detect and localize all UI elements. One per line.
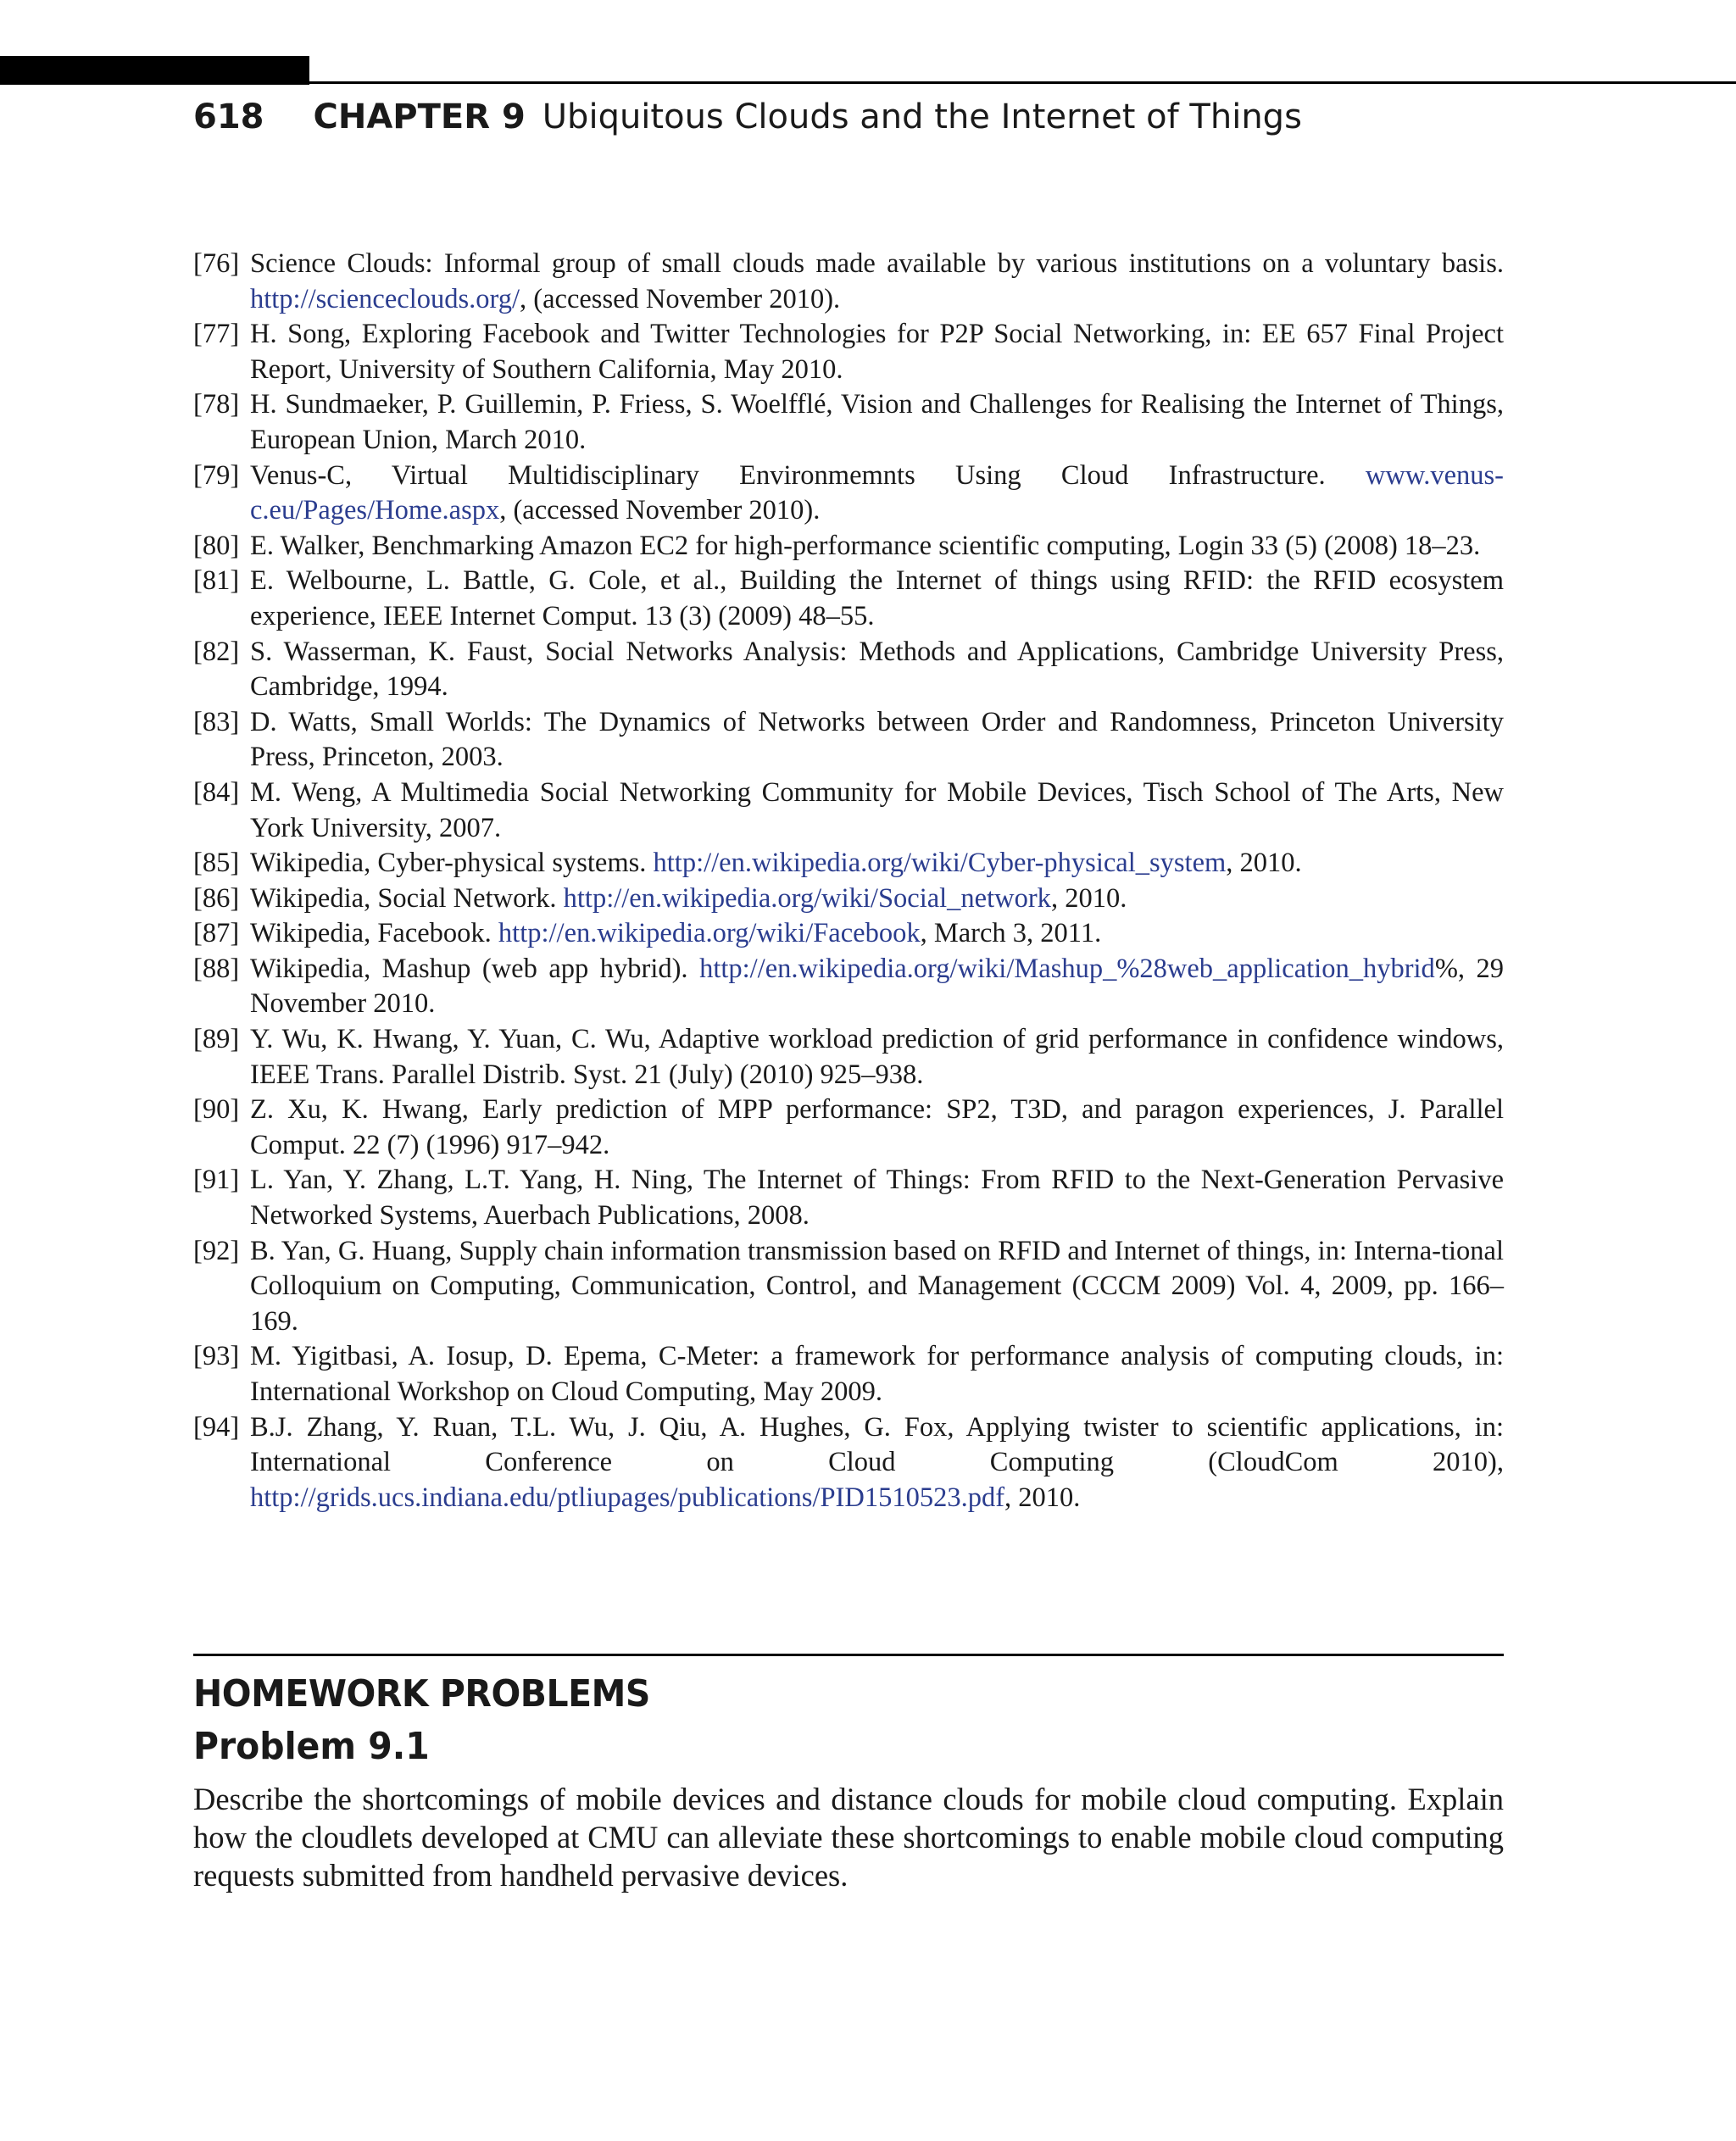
reference-item [193, 1022, 1504, 1093]
reference-number: [77] [193, 319, 240, 350]
reference-text: E. Welbourne, L. Battle, G. Cole, et al., Building the Internet of things using RFID: the RFID ecosystem experience, IEEE Internet Comput. 13 (3) (2009) 48–55. [250, 565, 1504, 631]
reference-item [193, 705, 1504, 776]
reference-number: [76] [193, 248, 240, 279]
chapter-title: Ubiquitous Clouds and the Internet of Things [542, 97, 1302, 136]
reference-link[interactable]: http://en.wikipedia.org/wiki/Cyber-physical_system [653, 848, 1227, 879]
reference-text: S. Wasserman, K. Faust, Social Networks Analysis: Methods and Applications, Cambridge University Press, Cambridge, 1994. [250, 636, 1504, 703]
reference-link[interactable]: www.venus-c.eu/Pages/Home.aspx [250, 459, 1504, 526]
reference-number: [83] [193, 706, 240, 737]
reference-text-tail: , 2010. [1050, 882, 1127, 914]
reference-number: [88] [193, 953, 240, 984]
reference-item [193, 1410, 1504, 1516]
reference-number: [90] [193, 1094, 240, 1126]
reference-item [193, 247, 1504, 317]
reference-item [193, 387, 1504, 458]
reference-item [193, 317, 1504, 387]
running-head [193, 93, 1302, 141]
reference-number: [89] [193, 1024, 240, 1055]
reference-number: [86] [193, 882, 240, 914]
reference-text: L. Yan, Y. Zhang, L.T. Yang, H. Ning, The Internet of Things: From RFID to the Next-Generation Pervasive Networked Systems, Auerbach Publications, 2008. [250, 1165, 1504, 1232]
chapter-label: CHAPTER 9 [313, 97, 526, 136]
reference-text-tail: , 2010. [1226, 848, 1302, 879]
reference-text: Venus-C, Virtual Multidisciplinary Environmemnts Using Cloud Infrastructure. [250, 459, 1366, 491]
reference-item [193, 776, 1504, 846]
reference-number: [87] [193, 918, 240, 949]
reference-number: [84] [193, 776, 240, 808]
reference-text: Wikipedia, Mashup (web app hybrid). [250, 953, 700, 984]
reference-text-tail: , (accessed November 2010). [520, 283, 841, 314]
reference-text: M. Weng, A Multimedia Social Networking Community for Mobile Devices, Tisch School of The Arts, New York University, 2007. [250, 776, 1504, 843]
reference-text: E. Walker, Benchmarking Amazon EC2 for high-performance scientific computing, Login 33 (5) (2008) 18–23. [250, 530, 1481, 561]
reference-number: [78] [193, 389, 240, 420]
reference-item [193, 564, 1504, 634]
reference-text-tail: , (accessed November 2010). [499, 495, 821, 526]
reference-item [193, 1234, 1504, 1340]
reference-text: D. Watts, Small Worlds: The Dynamics of Networks between Order and Randomness, Princeton University Press, Princeton, 2003. [250, 706, 1504, 773]
reference-text: Y. Wu, K. Hwang, Y. Yuan, C. Wu, Adaptive workload prediction of grid performance in confidence windows, IEEE Trans. Parallel Distrib. Syst. 21 (July) (2010) 925–938. [250, 1024, 1504, 1090]
reference-text: Wikipedia, Cyber-physical systems. [250, 848, 654, 879]
reference-item [193, 846, 1504, 881]
reference-number: [94] [193, 1411, 240, 1443]
problem-text: Describe the shortcomings of mobile devices and distance clouds for mobile cloud computing. Explain how the cloudlets developed at CMU can alleviate these shortcomings to enable mobile cloud computing requests submitted from handheld pervasive devices. [193, 1782, 1504, 1893]
reference-text: B. Yan, G. Huang, Supply chain information transmission based on RFID and Internet of things, in: Interna-tional Colloquium on Computing, Communication, Control, and Management (CCCM 2009) Vol. 4, 2009, pp. 166–169. [250, 1235, 1504, 1337]
reference-link[interactable]: http://en.wikipedia.org/wiki/Facebook [498, 918, 921, 949]
reference-list [193, 247, 1504, 1515]
reference-number: [82] [193, 636, 240, 667]
reference-item [193, 635, 1504, 705]
reference-text-tail: , 2010. [1004, 1482, 1081, 1513]
reference-item [193, 1093, 1504, 1163]
reference-number: [85] [193, 848, 240, 879]
reference-number: [81] [193, 565, 240, 597]
reference-text: Wikipedia, Social Network. [250, 882, 564, 914]
page-number: 618 [193, 97, 264, 136]
reference-item [193, 1339, 1504, 1410]
reference-item [193, 1163, 1504, 1233]
reference-number: [79] [193, 459, 240, 491]
reference-text-tail: %, 29 November 2010. [250, 953, 1504, 1020]
reference-number: [92] [193, 1235, 240, 1266]
reference-link[interactable]: http://grids.ucs.indiana.edu/ptliupages/publications/PID1510523.pdf [250, 1482, 1005, 1513]
reference-text: H. Sundmaeker, P. Guillemin, P. Friess, S. Woelfflé, Vision and Challenges for Realising the Internet of Things, European Union, March 2010. [250, 389, 1504, 455]
reference-text-tail: , March 3, 2011. [920, 918, 1102, 949]
reference-text: M. Yigitbasi, A. Iosup, D. Epema, C-Meter: a framework for performance analysis of computing clouds, in: International Workshop on Cloud Computing, May 2009. [250, 1341, 1504, 1407]
reference-link[interactable]: http://scienceclouds.org/ [250, 283, 520, 314]
reference-number: [91] [193, 1165, 240, 1196]
reference-link[interactable]: http://en.wikipedia.org/wiki/Mashup_%28web_application_hybrid [699, 953, 1435, 984]
reference-item [193, 459, 1504, 529]
reference-item [193, 952, 1504, 1022]
reference-text: H. Song, Exploring Facebook and Twitter Technologies for P2P Social Networking, in: EE 657 Final Project Report, University of Southern California, May 2010. [250, 319, 1504, 385]
reference-text: Science Clouds: Informal group of small clouds made available by various institutions on a voluntary basis. [250, 248, 1504, 279]
reference-text: Z. Xu, K. Hwang, Early prediction of MPP performance: SP2, T3D, and paragon experiences, J. Parallel Comput. 22 (7) (1996) 917–942. [250, 1094, 1504, 1160]
reference-item [193, 881, 1504, 917]
section-rule [193, 1654, 1504, 1656]
header-black-bar [0, 56, 309, 85]
problem-title: Problem 9.1 [193, 1725, 430, 1768]
reference-item [193, 529, 1504, 564]
header-rule [309, 81, 1736, 84]
reference-text: B.J. Zhang, Y. Ruan, T.L. Wu, J. Qiu, A. Hughes, G. Fox, Applying twister to scientific applications, in: International Conference on Cloud Computing (CloudCom 2010), [250, 1411, 1504, 1478]
homework-heading: HOMEWORK PROBLEMS [193, 1672, 650, 1716]
reference-item [193, 916, 1504, 952]
reference-number: [80] [193, 530, 240, 561]
reference-link[interactable]: http://en.wikipedia.org/wiki/Social_network [563, 882, 1051, 914]
reference-text: Wikipedia, Facebook. [250, 918, 498, 949]
reference-number: [93] [193, 1341, 240, 1372]
